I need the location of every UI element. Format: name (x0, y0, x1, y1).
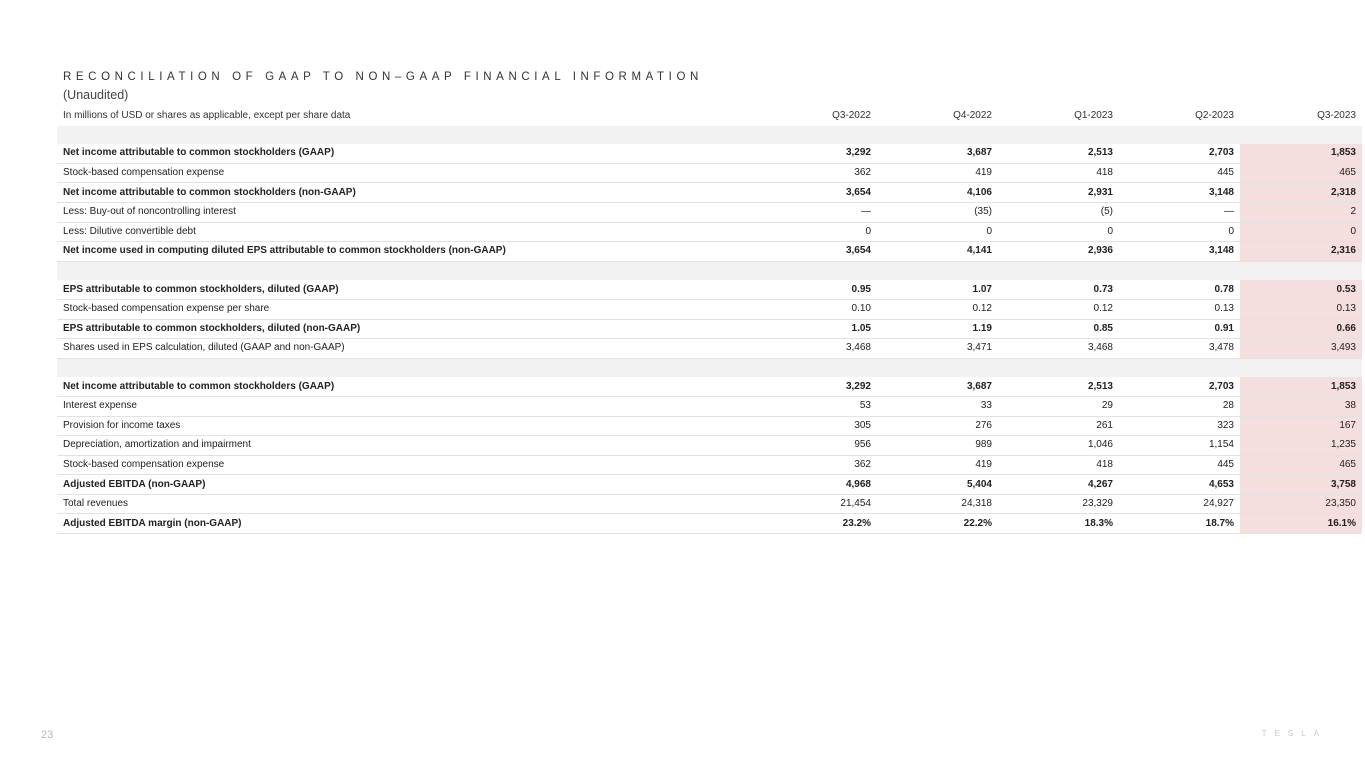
row-label: Less: Buy-out of noncontrolling interest (57, 202, 756, 222)
table-row (57, 163, 1362, 183)
row-label: Net income attributable to common stockholders (non-GAAP) (57, 183, 756, 203)
column-header: Q3-2023 (1317, 110, 1356, 122)
table-row (57, 416, 1362, 436)
row-value: 1.05 (756, 319, 877, 339)
column-header: Q2-2023 (1195, 110, 1234, 122)
row-value: 1,235 (1240, 436, 1362, 456)
reconciliation-table-container (57, 107, 1356, 534)
table-spacer-row (57, 261, 1362, 280)
table-row (57, 319, 1362, 339)
row-value: 2 (1240, 202, 1362, 222)
spacer-cell (877, 358, 998, 377)
row-value: 1,046 (998, 436, 1119, 456)
row-value: 167 (1240, 416, 1362, 436)
row-value: 0.13 (1119, 299, 1240, 319)
table-row (57, 242, 1362, 262)
table-spacer-row (57, 358, 1362, 377)
column-header: Q3-2022 (832, 110, 871, 122)
table-row (57, 144, 1362, 163)
spacer-cell (998, 126, 1119, 145)
spacer-cell (877, 126, 998, 145)
table-row (57, 202, 1362, 222)
row-value: 261 (998, 416, 1119, 436)
row-value: 29 (998, 396, 1119, 416)
row-value: 2,513 (998, 144, 1119, 163)
row-value: 3,687 (877, 377, 998, 396)
tesla-logo: TESLA (1261, 729, 1327, 738)
row-label: Net income used in computing diluted EPS attributable to common stockholders (non-GAAP) (57, 242, 756, 262)
row-value: 3,148 (1119, 242, 1240, 262)
row-label: Adjusted EBITDA margin (non-GAAP) (57, 514, 756, 534)
table-row (57, 455, 1362, 475)
row-value: 1,154 (1119, 436, 1240, 456)
row-value: 2,703 (1119, 377, 1240, 396)
row-label: Adjusted EBITDA (non-GAAP) (57, 475, 756, 495)
row-value: 0 (1119, 222, 1240, 242)
row-value: 23,350 (1240, 494, 1362, 514)
row-label: Stock-based compensation expense (57, 455, 756, 475)
spacer-cell (1119, 126, 1240, 145)
row-value: 0.78 (1119, 280, 1240, 299)
row-value: 465 (1240, 455, 1362, 475)
page-number: 23 (41, 729, 54, 741)
row-value: 2,931 (998, 183, 1119, 203)
page-title: RECONCILIATION OF GAAP TO NON–GAAP FINANCIAL INFORMATION (63, 71, 703, 83)
table-header-row (57, 107, 1362, 126)
row-value: 33 (877, 396, 998, 416)
row-label: Provision for income taxes (57, 416, 756, 436)
row-value: 419 (877, 455, 998, 475)
spacer-cell (756, 126, 877, 145)
column-header: Q4-2022 (953, 110, 992, 122)
row-label: Net income attributable to common stockholders (GAAP) (57, 144, 756, 163)
row-value: 23,329 (998, 494, 1119, 514)
row-value: 3,468 (998, 339, 1119, 359)
row-value: 3,478 (1119, 339, 1240, 359)
row-value: (5) (998, 202, 1119, 222)
row-value: 419 (877, 163, 998, 183)
row-value: 3,292 (756, 144, 877, 163)
row-label: Stock-based compensation expense (57, 163, 756, 183)
spacer-cell (1240, 126, 1362, 145)
table-row (57, 280, 1362, 299)
row-label: Less: Dilutive convertible debt (57, 222, 756, 242)
row-label: Interest expense (57, 396, 756, 416)
reconciliation-table (57, 107, 1362, 534)
row-value: 5,404 (877, 475, 998, 495)
spacer-cell (998, 358, 1119, 377)
row-value: 3,687 (877, 144, 998, 163)
row-value: 445 (1119, 163, 1240, 183)
row-value: 24,318 (877, 494, 998, 514)
table-row (57, 514, 1362, 534)
row-value: 362 (756, 163, 877, 183)
row-value: 2,316 (1240, 242, 1362, 262)
row-value: — (1119, 202, 1240, 222)
row-value: 0.85 (998, 319, 1119, 339)
row-value: 22.2% (877, 514, 998, 534)
spacer-cell (1240, 261, 1362, 280)
row-value: 305 (756, 416, 877, 436)
row-label: Net income attributable to common stockholders (GAAP) (57, 377, 756, 396)
table-row (57, 339, 1362, 359)
row-value: 3,654 (756, 183, 877, 203)
table-row (57, 396, 1362, 416)
spacer-cell (998, 261, 1119, 280)
row-value: — (756, 202, 877, 222)
row-value: 0.12 (998, 299, 1119, 319)
spacer-cell (57, 358, 756, 377)
spacer-cell (756, 261, 877, 280)
table-row (57, 494, 1362, 514)
page-subtitle: (Unaudited) (63, 88, 129, 102)
spacer-cell (1240, 358, 1362, 377)
row-value: 1.07 (877, 280, 998, 299)
row-value: 0.13 (1240, 299, 1362, 319)
table-body (57, 126, 1362, 534)
spacer-cell (57, 126, 756, 145)
row-value: 18.7% (1119, 514, 1240, 534)
row-value: 0.95 (756, 280, 877, 299)
row-value: 465 (1240, 163, 1362, 183)
spacer-cell (1119, 358, 1240, 377)
row-value: 0 (1240, 222, 1362, 242)
row-label: Total revenues (57, 494, 756, 514)
row-value: 1,853 (1240, 377, 1362, 396)
row-value: 4,968 (756, 475, 877, 495)
row-value: 2,513 (998, 377, 1119, 396)
row-value: 0.53 (1240, 280, 1362, 299)
row-label: Stock-based compensation expense per share (57, 299, 756, 319)
row-value: 3,493 (1240, 339, 1362, 359)
row-value: 323 (1119, 416, 1240, 436)
row-value: 3,292 (756, 377, 877, 396)
row-value: 0 (998, 222, 1119, 242)
row-value: 2,703 (1119, 144, 1240, 163)
table-row (57, 475, 1362, 495)
row-value: 24,927 (1119, 494, 1240, 514)
table-row (57, 299, 1362, 319)
row-value: 3,471 (877, 339, 998, 359)
row-value: 0.66 (1240, 319, 1362, 339)
row-value: (35) (877, 202, 998, 222)
row-label: EPS attributable to common stockholders, diluted (GAAP) (57, 280, 756, 299)
row-value: 18.3% (998, 514, 1119, 534)
row-value: 53 (756, 396, 877, 416)
table-spacer-row (57, 126, 1362, 145)
row-value: 23.2% (756, 514, 877, 534)
row-value: 21,454 (756, 494, 877, 514)
row-value: 0.91 (1119, 319, 1240, 339)
row-value: 4,267 (998, 475, 1119, 495)
row-value: 4,106 (877, 183, 998, 203)
row-value: 2,318 (1240, 183, 1362, 203)
row-label: Depreciation, amortization and impairment (57, 436, 756, 456)
row-value: 16.1% (1240, 514, 1362, 534)
spacer-cell (57, 261, 756, 280)
spacer-cell (1119, 261, 1240, 280)
row-value: 0.10 (756, 299, 877, 319)
row-value: 956 (756, 436, 877, 456)
table-caption-label: In millions of USD or shares as applicable, except per share data (63, 110, 351, 122)
row-value: 0.73 (998, 280, 1119, 299)
row-value: 445 (1119, 455, 1240, 475)
table-row (57, 183, 1362, 203)
row-value: 362 (756, 455, 877, 475)
row-value: 989 (877, 436, 998, 456)
row-value: 276 (877, 416, 998, 436)
row-value: 1.19 (877, 319, 998, 339)
row-value: 0 (756, 222, 877, 242)
row-value: 1,853 (1240, 144, 1362, 163)
row-value: 3,148 (1119, 183, 1240, 203)
row-value: 38 (1240, 396, 1362, 416)
spacer-cell (756, 358, 877, 377)
column-header: Q1-2023 (1074, 110, 1113, 122)
row-value: 3,758 (1240, 475, 1362, 495)
row-label: Shares used in EPS calculation, diluted (GAAP and non-GAAP) (57, 339, 756, 359)
row-value: 0 (877, 222, 998, 242)
row-value: 2,936 (998, 242, 1119, 262)
row-value: 4,653 (1119, 475, 1240, 495)
table-row (57, 436, 1362, 456)
row-value: 28 (1119, 396, 1240, 416)
row-value: 0.12 (877, 299, 998, 319)
row-value: 418 (998, 455, 1119, 475)
row-label: EPS attributable to common stockholders, diluted (non-GAAP) (57, 319, 756, 339)
row-value: 3,654 (756, 242, 877, 262)
table-row (57, 377, 1362, 396)
row-value: 3,468 (756, 339, 877, 359)
row-value: 418 (998, 163, 1119, 183)
row-value: 4,141 (877, 242, 998, 262)
table-row (57, 222, 1362, 242)
spacer-cell (877, 261, 998, 280)
